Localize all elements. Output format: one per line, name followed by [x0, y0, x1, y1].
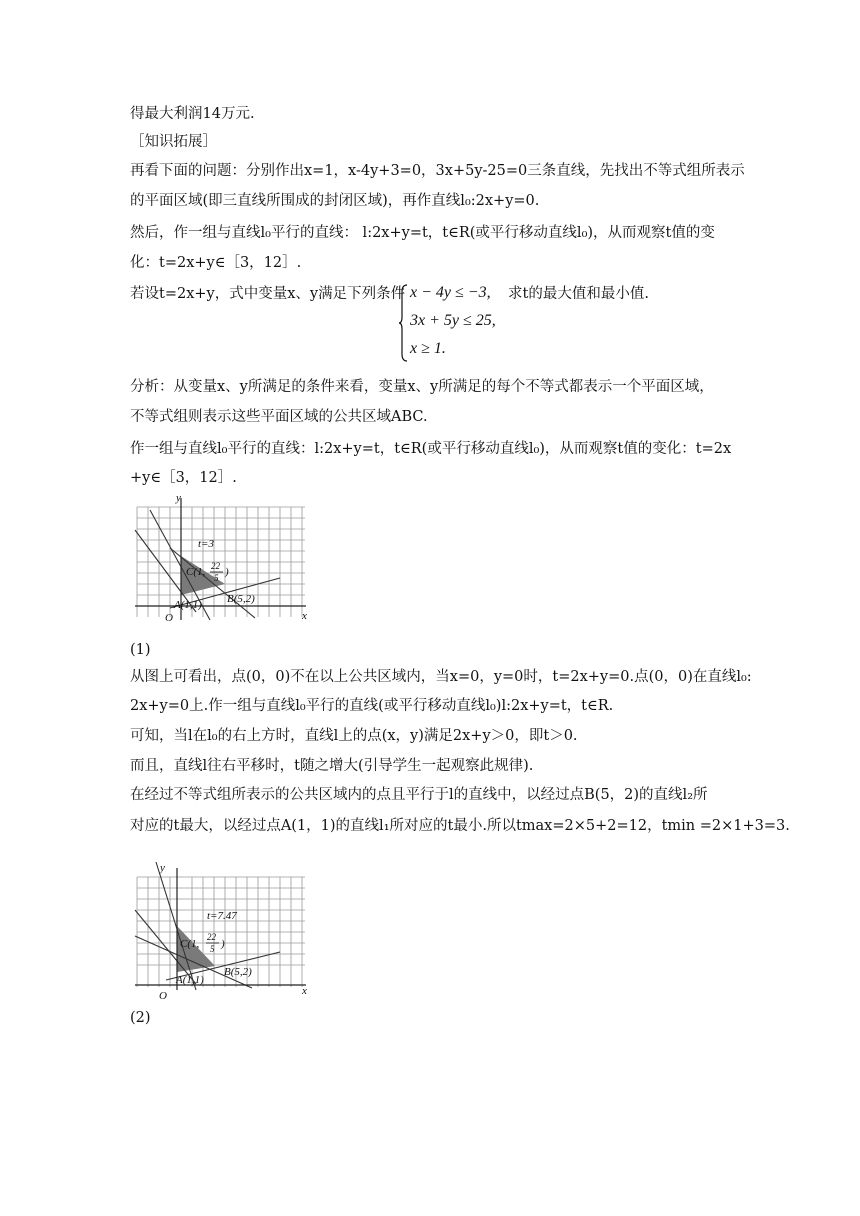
- inequality-1: x − 4y ≤ −3,: [410, 284, 491, 301]
- text-line-10: 作一组与直线l₀平行的直线：l:2x+y=t，t∈R(或平行移动直线l₀)，从而观察t值的变化：t=2x: [130, 441, 732, 457]
- t-label: t=7.47: [207, 910, 237, 922]
- inequality-system: [398, 282, 508, 364]
- point-b-label: B(5,2): [227, 593, 255, 605]
- text-line-4: 的平面区域(即三直线所围成的封闭区域)，再作直线l₀:2x+y=0.: [130, 193, 540, 209]
- point-c-close: ): [221, 938, 225, 950]
- point-c-numerator: 22: [211, 561, 220, 571]
- text-line-14: 可知，当l在l₀的右上方时，直线l上的点(x，y)满足2x+y＞0，即t＞0.: [130, 728, 578, 744]
- text-line-7: 若设t=2x+y，式中变量x、y满足下列条件: [130, 286, 406, 302]
- text-line-3: 再看下面的问题：分别作出x=1，x-4y+3=0，3x+5y-25=0三条直线，先找出不等式组所表示: [130, 163, 745, 179]
- text-line-17: 对应的t最大，以经过点A(1，1)的直线l₁所对应的t最小.所以tmax=2×5+2=12，tmin =2×1+3=3.: [130, 818, 790, 834]
- text-line-11: +y∈［3，12］.: [130, 470, 237, 486]
- graph-2: [130, 860, 315, 1000]
- text-line-5: 然后，作一组与直线l₀平行的直线： l:2x+y=t，t∈R(或平行移动直线l₀)，从而观察t值的变: [130, 225, 715, 241]
- section-heading: ［知识拓展］: [130, 134, 217, 150]
- inequality-2: 3x + 5y ≤ 25,: [410, 312, 496, 329]
- figure-1: [130, 490, 315, 630]
- point-b-label: B(5,2): [224, 966, 252, 978]
- inequality-3: x ≥ 1.: [410, 340, 446, 357]
- y-axis-label: y: [176, 492, 181, 504]
- x-axis-label: x: [302, 985, 307, 997]
- point-c-denominator: 5: [210, 944, 215, 954]
- grid-lines: [137, 507, 305, 617]
- point-c-label: C(1,: [180, 938, 200, 950]
- point-c-denominator: 5: [214, 573, 219, 583]
- figure-1-caption: (1): [130, 642, 151, 658]
- text-line-8: 分析：从变量x、y所满足的条件来看，变量x、y所满足的每个不等式都表示一个平面区域，: [130, 379, 714, 395]
- text-line-7b: 求t的最大值和最小值.: [508, 286, 649, 302]
- x-axis-label: x: [302, 610, 307, 622]
- figure-2: [130, 860, 315, 1000]
- text-line-16: 在经过不等式组所表示的公共区域内的点且平行于l的直线中，以经过点B(5，2)的直线l₂所: [130, 787, 708, 803]
- origin-label: O: [165, 612, 173, 624]
- point-a-label: A(1,1): [176, 974, 204, 986]
- left-brace-icon: [398, 284, 408, 362]
- point-c-close: ): [225, 566, 229, 578]
- text-line-9: 不等式组则表示这些平面区域的公共区域ABC.: [130, 409, 428, 425]
- text-line-1: 得最大利润14万元.: [130, 106, 255, 122]
- text-line-12: 从图上可看出，点(0，0)不在以上公共区域内，当x=0，y=0时，t=2x+y=0.点(0，0)在直线l₀:: [130, 669, 752, 685]
- y-axis-label: y: [160, 862, 165, 874]
- point-c-label: C(1,: [186, 566, 206, 578]
- point-a-label: A(1,1): [174, 599, 202, 611]
- text-line-13: 2x+y=0上.作一组与直线l₀平行的直线(或平行移动直线l₀)l:2x+y=t，t∈R.: [130, 698, 614, 714]
- line-t: [156, 862, 196, 990]
- origin-label: O: [159, 990, 167, 1000]
- graph-1: [130, 490, 315, 630]
- text-line-15: 而且，直线l往右平移时，t随之增大(引导学生一起观察此规律).: [130, 758, 534, 774]
- grid-lines: [137, 877, 305, 987]
- figure-2-caption: (2): [130, 1010, 151, 1026]
- point-c-numerator: 22: [207, 932, 216, 942]
- t-label: t=3: [198, 538, 214, 550]
- text-line-6: 化：t=2x+y∈［3，12］.: [130, 255, 302, 271]
